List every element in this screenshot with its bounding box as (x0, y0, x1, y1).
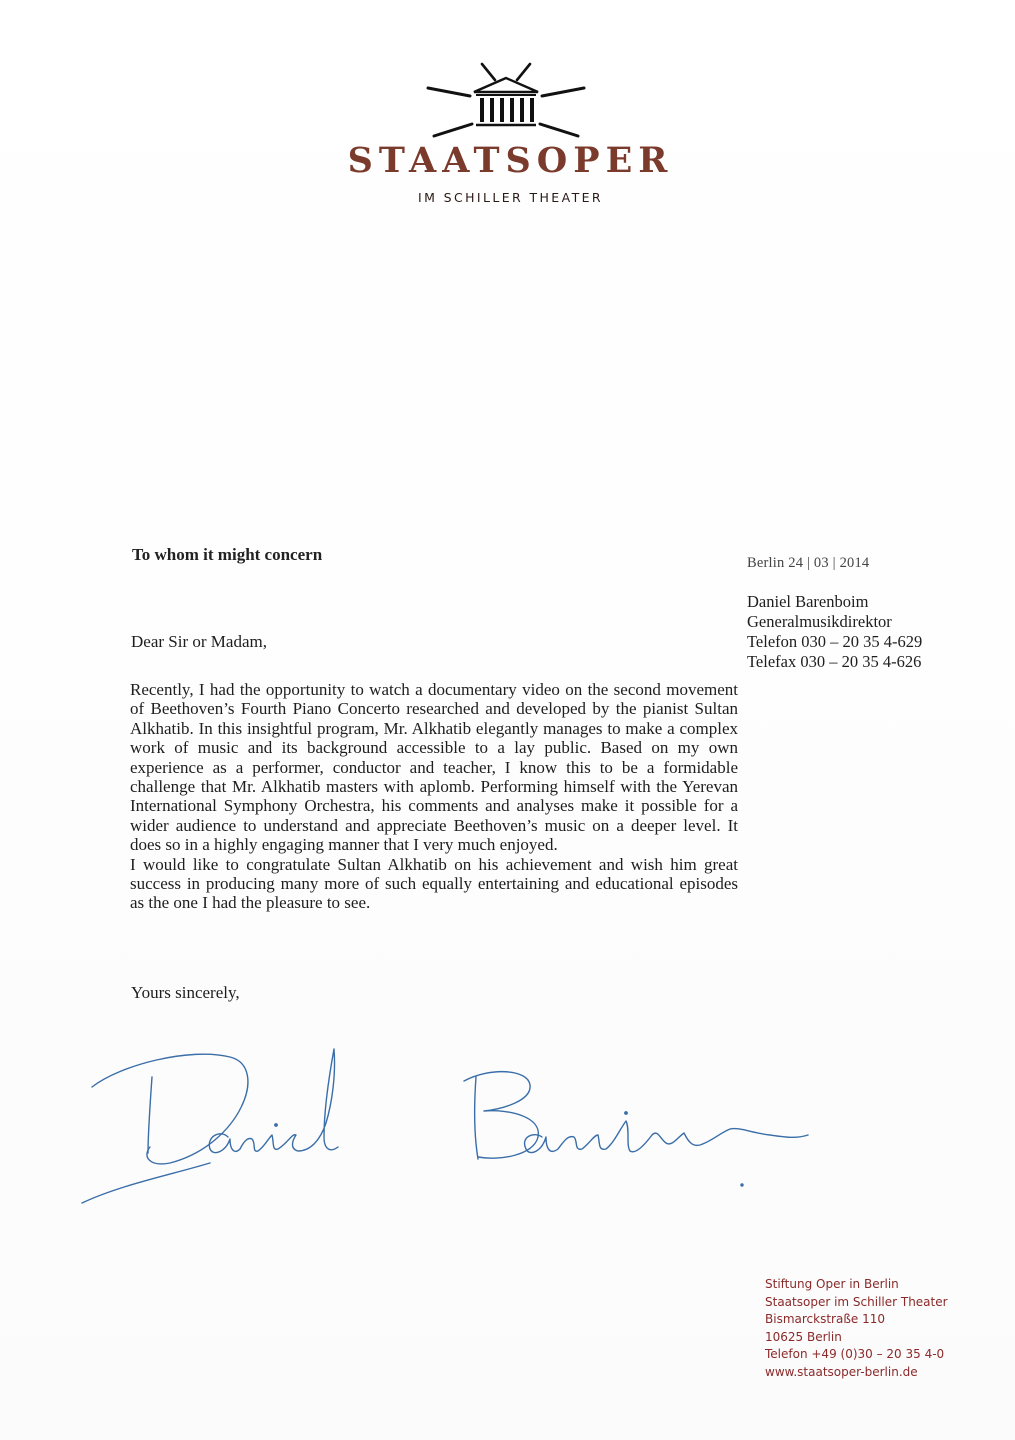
letter-heading: To whom it might concern (132, 545, 323, 564)
salutation: Dear Sir or Madam, (131, 632, 267, 651)
footer-address (765, 1276, 948, 1382)
footer-line-3: Bismarckstraße 110 (765, 1312, 885, 1327)
footer-website-link[interactable]: www.staatsoper-berlin.de (765, 1364, 918, 1379)
letter-body (130, 680, 738, 913)
body-paragraph-2: I would like to congratulate Sultan Alkhatib on his achievement and wish him great success in producing many more of such equally entertaining and educational episodes as the one I had the pleasure to see. (130, 854, 738, 913)
sender-block (747, 592, 922, 672)
sender-telefax: Telefax 030 – 20 35 4-626 (747, 652, 922, 671)
sender-name: Daniel Barenboim (747, 592, 869, 611)
place-date: Berlin 24 | 03 | 2014 (747, 555, 870, 571)
footer-line-5: Telefon +49 (0)30 – 20 35 4-0 (765, 1347, 945, 1362)
footer-line-2: Staatsoper im Schiller Theater (765, 1294, 948, 1309)
closing: Yours sincerely, (131, 983, 240, 1002)
staatsoper-temple-logo-icon (420, 52, 592, 148)
footer-line-1: Stiftung Oper in Berlin (765, 1277, 899, 1291)
footer-line-4: 10625 Berlin (765, 1329, 842, 1344)
letterhead-name: STAATSOPER (347, 140, 674, 181)
body-paragraph-1: Recently, I had the opportunity to watch a documentary video on the second movement of Beethoven’s Fourth Piano Concerto researched and developed by the pianist Sultan Alkhatib. In this insightful program, Mr. Alkhatib elegantly manages to make a complex work of music and its background accessible to a lay public. Based on my own experience as a performer, conductor and teacher, I know this to be a formidable challenge that Mr. Alkhatib masters with aplomb. Performing himself with the Yerevan International Symphony Orchestra, his comments and analyses make it possible for a wider audience to understand and appreciate Beethoven’s music on a deeper level. It does so in a highly engaging manner that I very much enjoyed. (130, 680, 738, 855)
handwritten-signature (80, 1025, 810, 1205)
letterhead-subtitle: IM SCHILLER THEATER (417, 190, 603, 205)
sender-title: Generalmusikdirektor (747, 612, 892, 631)
sender-telefon: Telefon 030 – 20 35 4-629 (747, 632, 923, 651)
